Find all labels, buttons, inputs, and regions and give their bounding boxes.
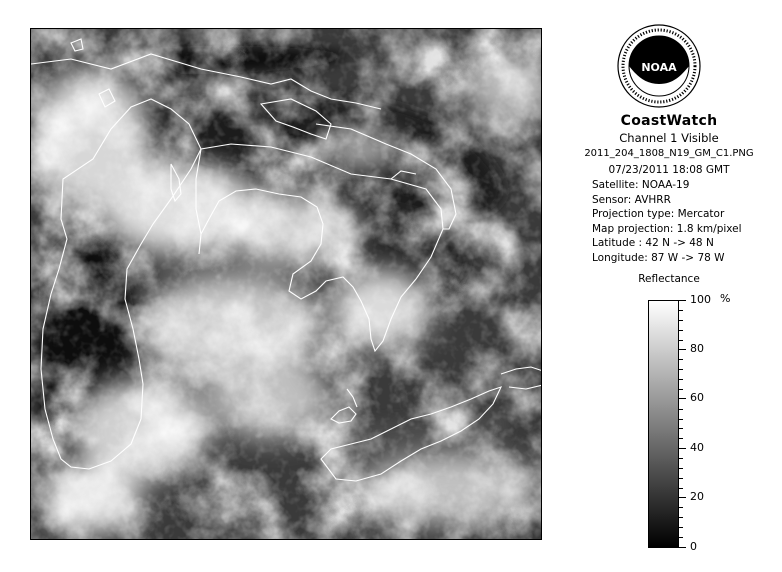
minor-tick xyxy=(679,488,683,489)
channel-name: Channel 1 Visible xyxy=(619,131,719,145)
tick-label-0: 0 xyxy=(690,540,697,553)
minor-tick xyxy=(679,409,683,410)
file-name: 2011_204_1808_N19_GM_C1.PNG xyxy=(584,148,754,159)
metadata-list xyxy=(592,178,742,266)
satellite-label: Satellite: NOAA-19 xyxy=(592,179,690,191)
tick-label-20: 20 xyxy=(690,490,704,503)
minor-tick xyxy=(679,438,683,439)
tick-label-40: 40 xyxy=(690,441,704,454)
projection-type-label: Projection type: Mercator xyxy=(592,208,725,221)
minor-tick xyxy=(679,340,683,341)
major-tick xyxy=(679,300,686,301)
minor-tick xyxy=(679,537,683,538)
major-tick xyxy=(679,497,686,498)
minor-tick xyxy=(679,527,683,528)
satellite-image xyxy=(30,28,542,540)
reflectance-colorbar xyxy=(648,300,679,548)
product-title: CoastWatch xyxy=(620,113,718,129)
major-tick xyxy=(679,398,686,399)
minor-tick xyxy=(679,468,683,469)
minor-tick xyxy=(679,369,683,370)
major-tick xyxy=(679,349,686,350)
minor-tick xyxy=(679,359,683,360)
minor-tick xyxy=(679,330,683,331)
noaa-logo-text: NOAA xyxy=(641,61,677,74)
latitude-label: Latitude : 42 N -> 48 N xyxy=(592,237,714,250)
satellite-map-svg xyxy=(31,29,542,540)
noaa-logo-icon xyxy=(617,24,701,108)
minor-tick xyxy=(679,389,683,390)
acquisition-datetime: 07/23/2011 18:08 GMT xyxy=(608,164,730,176)
longitude-label: Longitude: 87 W -> 78 W xyxy=(592,251,725,264)
minor-tick xyxy=(679,310,683,311)
tick-label-80: 80 xyxy=(690,342,704,355)
map-projection-label: Map projection: 1.8 km/pixel xyxy=(592,222,742,235)
major-tick xyxy=(679,547,686,548)
minor-tick xyxy=(679,320,683,321)
minor-tick xyxy=(679,458,683,459)
minor-tick xyxy=(679,517,683,518)
tick-label-100: 100 xyxy=(690,293,711,306)
major-tick xyxy=(679,448,686,449)
legend-unit: % xyxy=(720,292,731,305)
legend-title: Reflectance xyxy=(638,273,700,285)
minor-tick xyxy=(679,379,683,380)
sensor-label: Sensor: AVHRR xyxy=(592,193,671,206)
tick-label-60: 60 xyxy=(690,391,704,404)
minor-tick xyxy=(679,478,683,479)
minor-tick xyxy=(679,419,683,420)
minor-tick xyxy=(679,507,683,508)
minor-tick xyxy=(679,428,683,429)
